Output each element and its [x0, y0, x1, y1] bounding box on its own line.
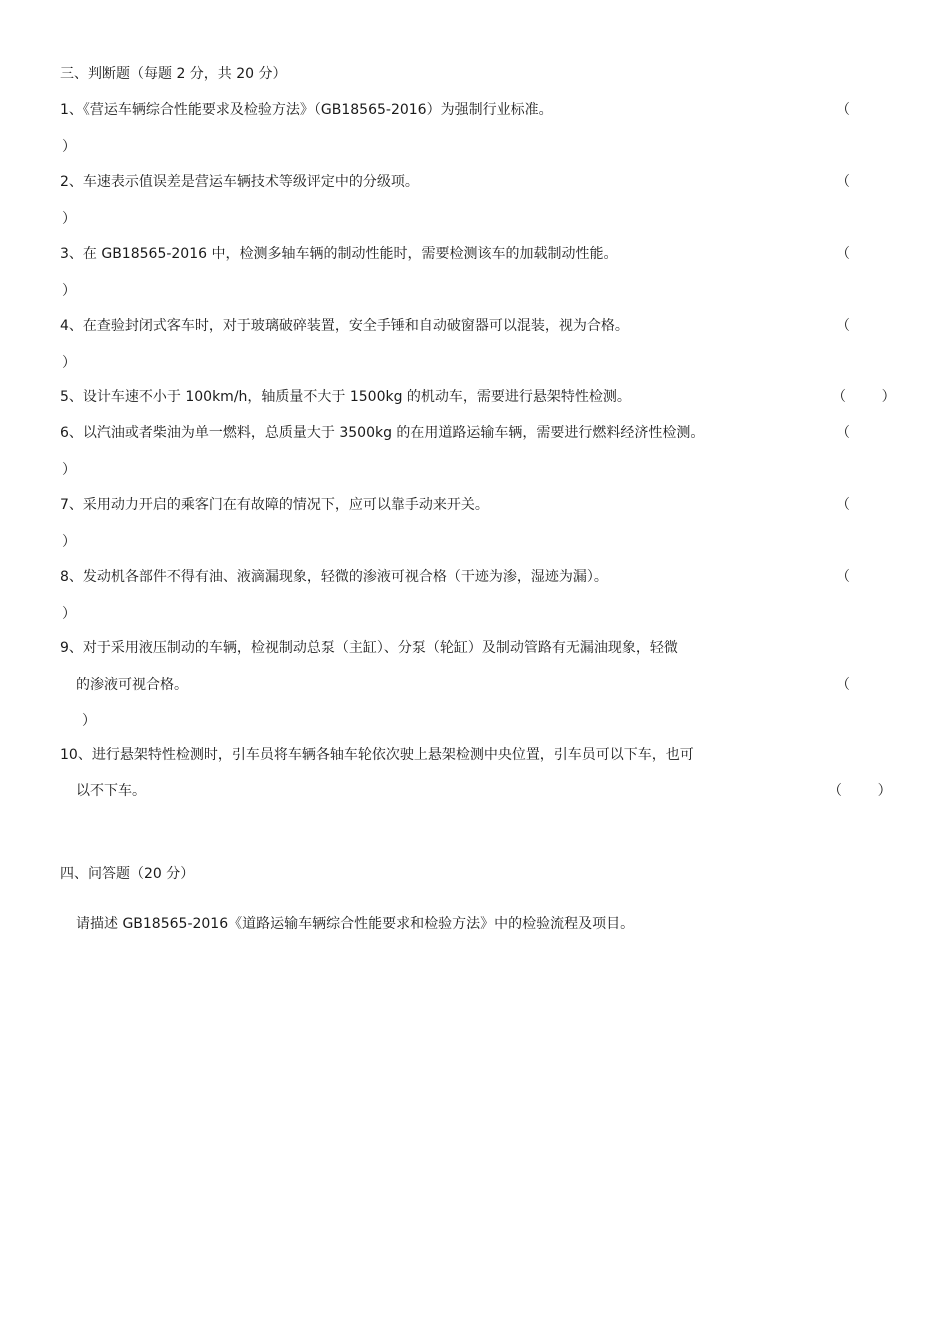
question-10-answer-blank: （ ）: [828, 783, 892, 799]
question-2-text: 2、车速表示值误差是营运车辆技术等级评定中的分级项。: [60, 174, 419, 190]
question-9-text-line1: 9、对于采用液压制动的车辆，检视制动总泵（主缸）、分泵（轮缸）及制动管路有无漏油现象，轻微: [60, 640, 678, 656]
question-1-text: 1、《营运车辆综合性能要求及检验方法》（GB18565-2016）为强制行业标准。: [60, 102, 553, 118]
question-7-answer-open: （: [836, 497, 850, 513]
section4-question: 请描述 GB18565-2016《道路运输车辆综合性能要求和检验方法》中的检验流程及项目。: [76, 916, 635, 932]
question-5-text: 5、设计车速不小于 100km/h，轴质量不大于 1500kg 的机动车，需要进行悬架特性检测。: [60, 389, 631, 405]
question-10-text-line1: 10、进行悬架特性检测时，引车员将车辆各轴车轮依次驶上悬架检测中央位置，引车员可以下车，也可: [60, 747, 694, 763]
question-8-answer-open: （: [836, 569, 850, 585]
question-6-text: 6、以汽油或者柴油为单一燃料，总质量大于 3500kg 的在用道路运输车辆，需要进行燃料经济性检测。: [60, 425, 705, 441]
question-4-text: 4、在查验封闭式客车时，对于玻璃破碎装置，安全手锤和自动破窗器可以混装，视为合格。: [60, 318, 629, 334]
question-2-answer-close: ）: [62, 211, 76, 227]
question-1-answer-open: （: [836, 102, 850, 118]
question-6-answer-open: （: [836, 425, 850, 441]
question-9-answer-open: （: [836, 677, 850, 693]
question-6-answer-close: ）: [62, 462, 76, 478]
section3-heading: 三、判断题（每题 2 分，共 20 分）: [60, 66, 287, 82]
question-10-text-line2: 以不下车。: [76, 783, 146, 799]
question-5-answer-blank: （ ）: [832, 389, 896, 405]
question-3-text: 3、在 GB18565-2016 中，检测多轴车辆的制动性能时，需要检测该车的加载制动性能。: [60, 246, 618, 262]
question-3-answer-close: ）: [62, 283, 76, 299]
question-2-answer-open: （: [836, 174, 850, 190]
question-4-answer-open: （: [836, 318, 850, 334]
question-4-answer-close: ）: [62, 355, 76, 371]
question-3-answer-open: （: [836, 246, 850, 262]
section4-heading: 四、问答题（20 分）: [60, 866, 195, 882]
question-1-answer-close: ）: [62, 139, 76, 155]
question-9-answer-close: ）: [82, 713, 96, 729]
question-7-text: 7、采用动力开启的乘客门在有故障的情况下，应可以靠手动来开关。: [60, 497, 489, 513]
question-9-text-line2: 的渗液可视合格。: [76, 677, 188, 693]
question-8-answer-close: ）: [62, 606, 76, 622]
question-7-answer-close: ）: [62, 534, 76, 550]
question-8-text: 8、发动机各部件不得有油、液滴漏现象，轻微的渗液可视合格（干迹为渗，湿迹为漏）。: [60, 569, 608, 585]
